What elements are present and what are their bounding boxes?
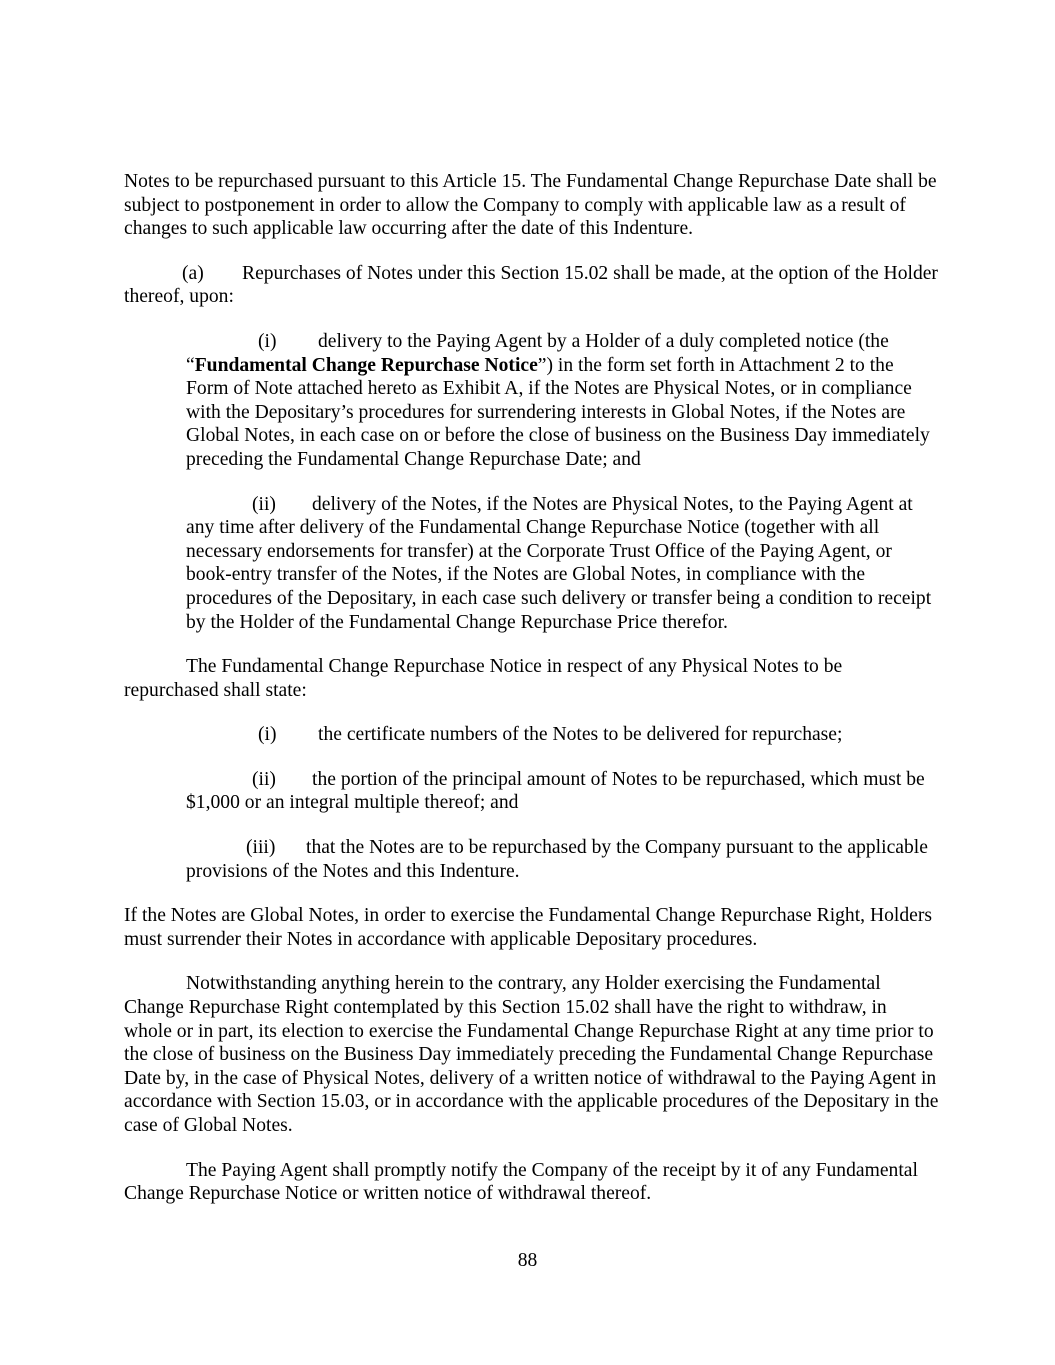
paragraph-a xyxy=(124,262,939,309)
paragraph-paying-agent-notify: The Paying Agent shall promptly notify the Company of the receipt by it of any Fundamental Change Repurchase Notice or written notice of withdrawal thereof. xyxy=(124,1159,918,1205)
statement-ii-number: (ii) xyxy=(252,768,276,790)
clause-ii-number: (ii) xyxy=(252,493,276,515)
paragraph-global-notes: If the Notes are Global Notes, in order to exercise the Fundamental Change Repurchase Right, Holders must surrender their Notes in accordance with applicable Depositary procedures. xyxy=(124,905,933,950)
paragraph-notice-contents: The Fundamental Change Repurchase Notice in respect of any Physical Notes to be repurchased shall state: xyxy=(124,656,843,701)
paragraph-intro: Notes to be repurchased pursuant to this Article 15. The Fundamental Change Repurchase Date shall be subject to postponement in order to allow the Company to comply with applicable law as a result of changes to such applicable law occurring after the date of this Indenture. xyxy=(124,171,937,240)
clause-i-number: (i) xyxy=(258,330,277,352)
clause-a-text: Repurchases of Notes under this Section 15.02 shall be made, at the option of the Holder thereof, upon: xyxy=(124,262,938,308)
statement-ii-principal-amount xyxy=(186,768,939,815)
clause-i-text-post: ”) in the form set forth in Attachment 2 to the Form of Note attached hereto as Exhibit A, if the Notes are Physical Notes, or in compliance with the Depositary’s procedures for surrendering interests in Global Notes, if the Notes are Global Notes, in each case on or before the close of business on the Business Day immediately preceding the Fundamental Change Repurchase Date; and xyxy=(186,354,930,470)
clause-a-number: (a) xyxy=(182,262,204,284)
statement-ii-text: the portion of the principal amount of Notes to be repurchased, which must be $1,000 or an integral multiple thereof; and xyxy=(186,768,925,814)
clause-ii-delivery-notes xyxy=(186,493,939,635)
clause-i-delivery-notice xyxy=(186,330,939,472)
defined-term-fundamental-change-repurchase-notice: Fundamental Change Repurchase Notice xyxy=(194,354,538,376)
page-number: 88 xyxy=(517,1250,538,1271)
clause-i-text-pre: delivery to the Paying Agent by a Holder of a duly completed notice (the “ xyxy=(186,330,889,376)
clause-ii-text: delivery of the Notes, if the Notes are Physical Notes, to the Paying Agent at any time after delivery of the Fundamental Change Repurchase Notice (together with all necessary endorsements for transfer) at the Corporate Trust Office of the Paying Agent, or book-entry transfer of the Notes, if the Notes are Global Notes, in compliance with the procedures of the Depositary, in each case such delivery or transfer being a condition to receipt by the Holder of the Fundamental Change Repurchase Price therefor. xyxy=(186,493,932,633)
statement-iii-text: that the Notes are to be repurchased by the Company pursuant to the applicable provisions of the Notes and this Indenture. xyxy=(186,837,928,882)
paragraph-withdrawal-right: Notwithstanding anything herein to the contrary, any Holder exercising the Fundamental Change Repurchase Right contemplated by this Section 15.02 shall have the right to withdraw, in whole or in part, its election to exercise the Fundamental Change Repurchase Right at any time prior to the close of business on the Business Day immediately preceding the Fundamental Change Repurchase Date by, in the case of Physical Notes, delivery of a written notice of withdrawal to the Paying Agent in accordance with Section 15.03, or in accordance with the applicable procedures of the Depositary in the case of Global Notes. xyxy=(124,973,939,1136)
statement-i-text: the certificate numbers of the Notes to be delivered for repurchase; xyxy=(318,724,843,746)
statement-iii-repurchase-by-company xyxy=(186,836,939,883)
statement-i-certificate-numbers xyxy=(186,723,939,747)
document-body xyxy=(124,170,939,1227)
statement-iii-number: (iii) xyxy=(246,837,276,859)
statement-i-number: (i) xyxy=(258,724,277,746)
